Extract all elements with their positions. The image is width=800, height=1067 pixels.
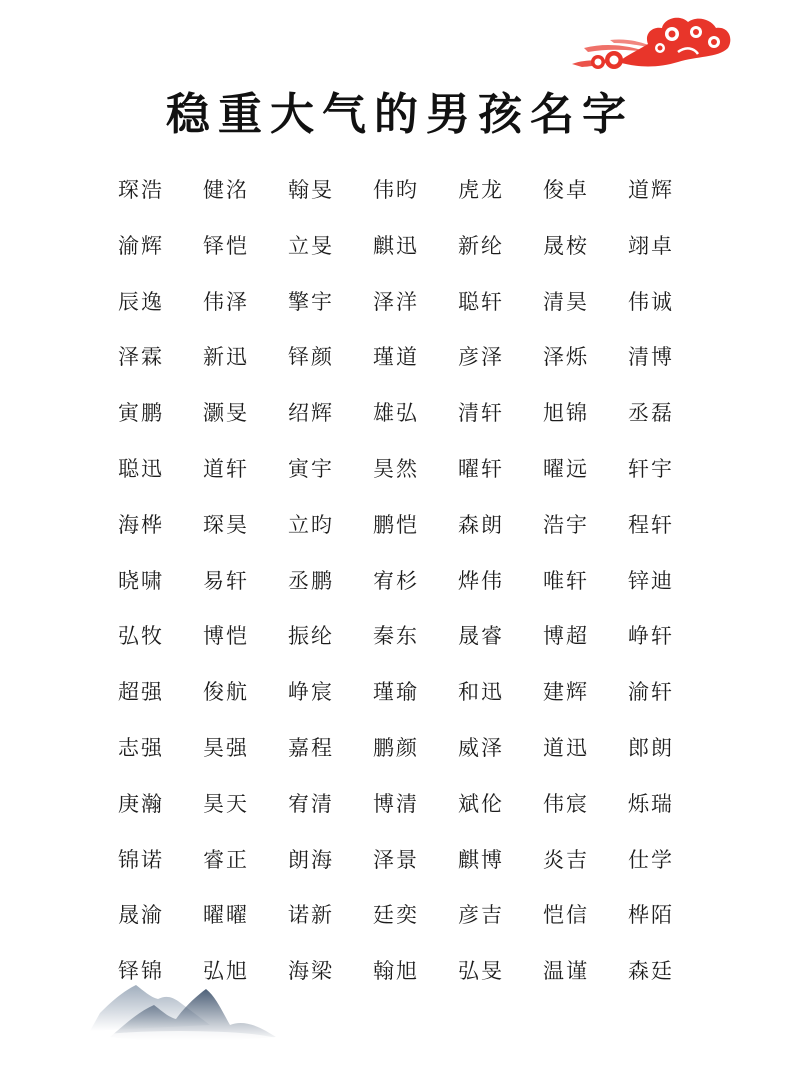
name-item: 鹏颜 (373, 735, 419, 760)
name-item: 昊然 (373, 456, 419, 481)
name-item: 秦东 (373, 624, 419, 649)
name-item: 峥宸 (288, 680, 334, 705)
name-item: 建辉 (543, 680, 589, 705)
name-item: 泽洋 (373, 289, 419, 314)
name-item: 聪轩 (458, 289, 504, 314)
name-item: 弘牧 (118, 624, 164, 649)
name-item: 曜远 (543, 456, 589, 481)
name-item: 鹏恺 (373, 512, 419, 537)
name-item: 辰逸 (118, 289, 164, 314)
name-item: 锌迪 (628, 568, 674, 593)
name-item: 晟渝 (118, 903, 164, 928)
name-item: 清轩 (458, 401, 504, 426)
name-item: 琛昊 (203, 512, 249, 537)
name-item: 立旻 (288, 233, 334, 258)
page-title: 稳重大气的男孩名字 (166, 89, 634, 140)
ink-mountains-icon (80, 975, 290, 1055)
name-item: 朗海 (288, 847, 334, 872)
name-item: 温谨 (543, 959, 589, 984)
name-item: 振纶 (288, 624, 334, 649)
names-grid (118, 168, 718, 1005)
name-item: 博超 (543, 624, 589, 649)
name-item: 清昊 (543, 289, 589, 314)
name-item: 翊卓 (628, 233, 674, 258)
name-item: 铎恺 (203, 233, 249, 258)
name-item: 宥杉 (373, 568, 419, 593)
name-item: 森廷 (628, 959, 674, 984)
name-item: 峥轩 (628, 624, 674, 649)
name-item: 炎吉 (543, 847, 589, 872)
name-item: 晟桉 (543, 233, 589, 258)
name-item: 伟昀 (373, 178, 419, 202)
name-item: 俊航 (203, 680, 249, 705)
name-item: 博清 (373, 791, 419, 816)
name-item: 斌伦 (458, 791, 504, 816)
name-item: 翰旻 (288, 178, 334, 202)
name-item: 烁瑞 (628, 791, 674, 816)
name-item: 嘉程 (288, 735, 334, 760)
name-item: 森朗 (458, 512, 504, 537)
name-item: 曜曜 (203, 903, 249, 928)
name-item: 丞鹏 (288, 568, 334, 593)
name-item: 轩宇 (628, 456, 674, 481)
name-item: 铎锦 (118, 959, 164, 984)
name-item: 烨伟 (458, 568, 504, 593)
name-item: 立昀 (288, 512, 334, 537)
name-item: 翰旭 (373, 959, 419, 984)
name-item: 俊卓 (543, 178, 589, 202)
name-item: 虎龙 (458, 178, 504, 202)
name-item: 彦吉 (458, 903, 504, 928)
name-item: 昊强 (203, 735, 249, 760)
name-item: 曜轩 (458, 456, 504, 481)
name-item: 晟睿 (458, 624, 504, 649)
name-item: 海梁 (288, 959, 334, 984)
name-item: 弘旭 (203, 959, 249, 984)
name-item: 健洺 (203, 178, 249, 202)
name-item: 伟泽 (203, 289, 249, 314)
name-item: 铎颜 (288, 345, 334, 370)
name-item: 道轩 (203, 456, 249, 481)
name-item: 锦诺 (118, 847, 164, 872)
name-item: 博恺 (203, 624, 249, 649)
name-item: 志强 (118, 735, 164, 760)
name-item: 旭锦 (543, 401, 589, 426)
name-item: 绍辉 (288, 401, 334, 426)
name-item: 道辉 (628, 178, 674, 202)
name-item: 超强 (118, 680, 164, 705)
name-item: 桦陌 (628, 903, 674, 928)
name-item: 和迅 (458, 680, 504, 705)
name-item: 浩宇 (543, 512, 589, 537)
name-item: 威泽 (458, 735, 504, 760)
name-item: 仕学 (628, 847, 674, 872)
name-item: 易轩 (203, 568, 249, 593)
name-item: 郎朗 (628, 735, 674, 760)
name-item: 丞磊 (628, 401, 674, 426)
name-item: 麒迅 (373, 233, 419, 258)
name-item: 伟宸 (543, 791, 589, 816)
name-item: 新迅 (203, 345, 249, 370)
name-item: 泽景 (373, 847, 419, 872)
name-item: 程轩 (628, 512, 674, 537)
name-item: 弘旻 (458, 959, 504, 984)
name-item: 伟诚 (628, 289, 674, 314)
name-item: 廷奕 (373, 903, 419, 928)
name-item: 睿正 (203, 847, 249, 872)
name-item: 瑾道 (373, 345, 419, 370)
name-item: 诺新 (288, 903, 334, 928)
name-item: 庚瀚 (118, 791, 164, 816)
name-item: 雄弘 (373, 401, 419, 426)
name-item: 寅宇 (288, 456, 334, 481)
name-item: 唯轩 (543, 568, 589, 593)
name-item: 寅鹏 (118, 401, 164, 426)
name-item: 新纶 (458, 233, 504, 258)
name-item: 恺信 (543, 903, 589, 928)
name-item: 清博 (628, 345, 674, 370)
name-item: 瑾瑜 (373, 680, 419, 705)
name-item: 道迅 (543, 735, 589, 760)
name-item: 泽霖 (118, 345, 164, 370)
name-item: 擎宇 (288, 289, 334, 314)
name-item: 麒博 (458, 847, 504, 872)
name-item: 聪迅 (118, 456, 164, 481)
name-item: 琛浩 (118, 178, 164, 202)
name-item: 宥清 (288, 791, 334, 816)
name-item: 晓啸 (118, 568, 164, 593)
name-item: 昊天 (203, 791, 249, 816)
name-item: 泽烁 (543, 345, 589, 370)
name-item: 渝轩 (628, 680, 674, 705)
name-item: 海桦 (118, 512, 164, 537)
name-item: 彦泽 (458, 345, 504, 370)
name-item: 渝辉 (118, 233, 164, 258)
name-item: 灏旻 (203, 401, 249, 426)
auspicious-cloud-icon (568, 12, 738, 80)
